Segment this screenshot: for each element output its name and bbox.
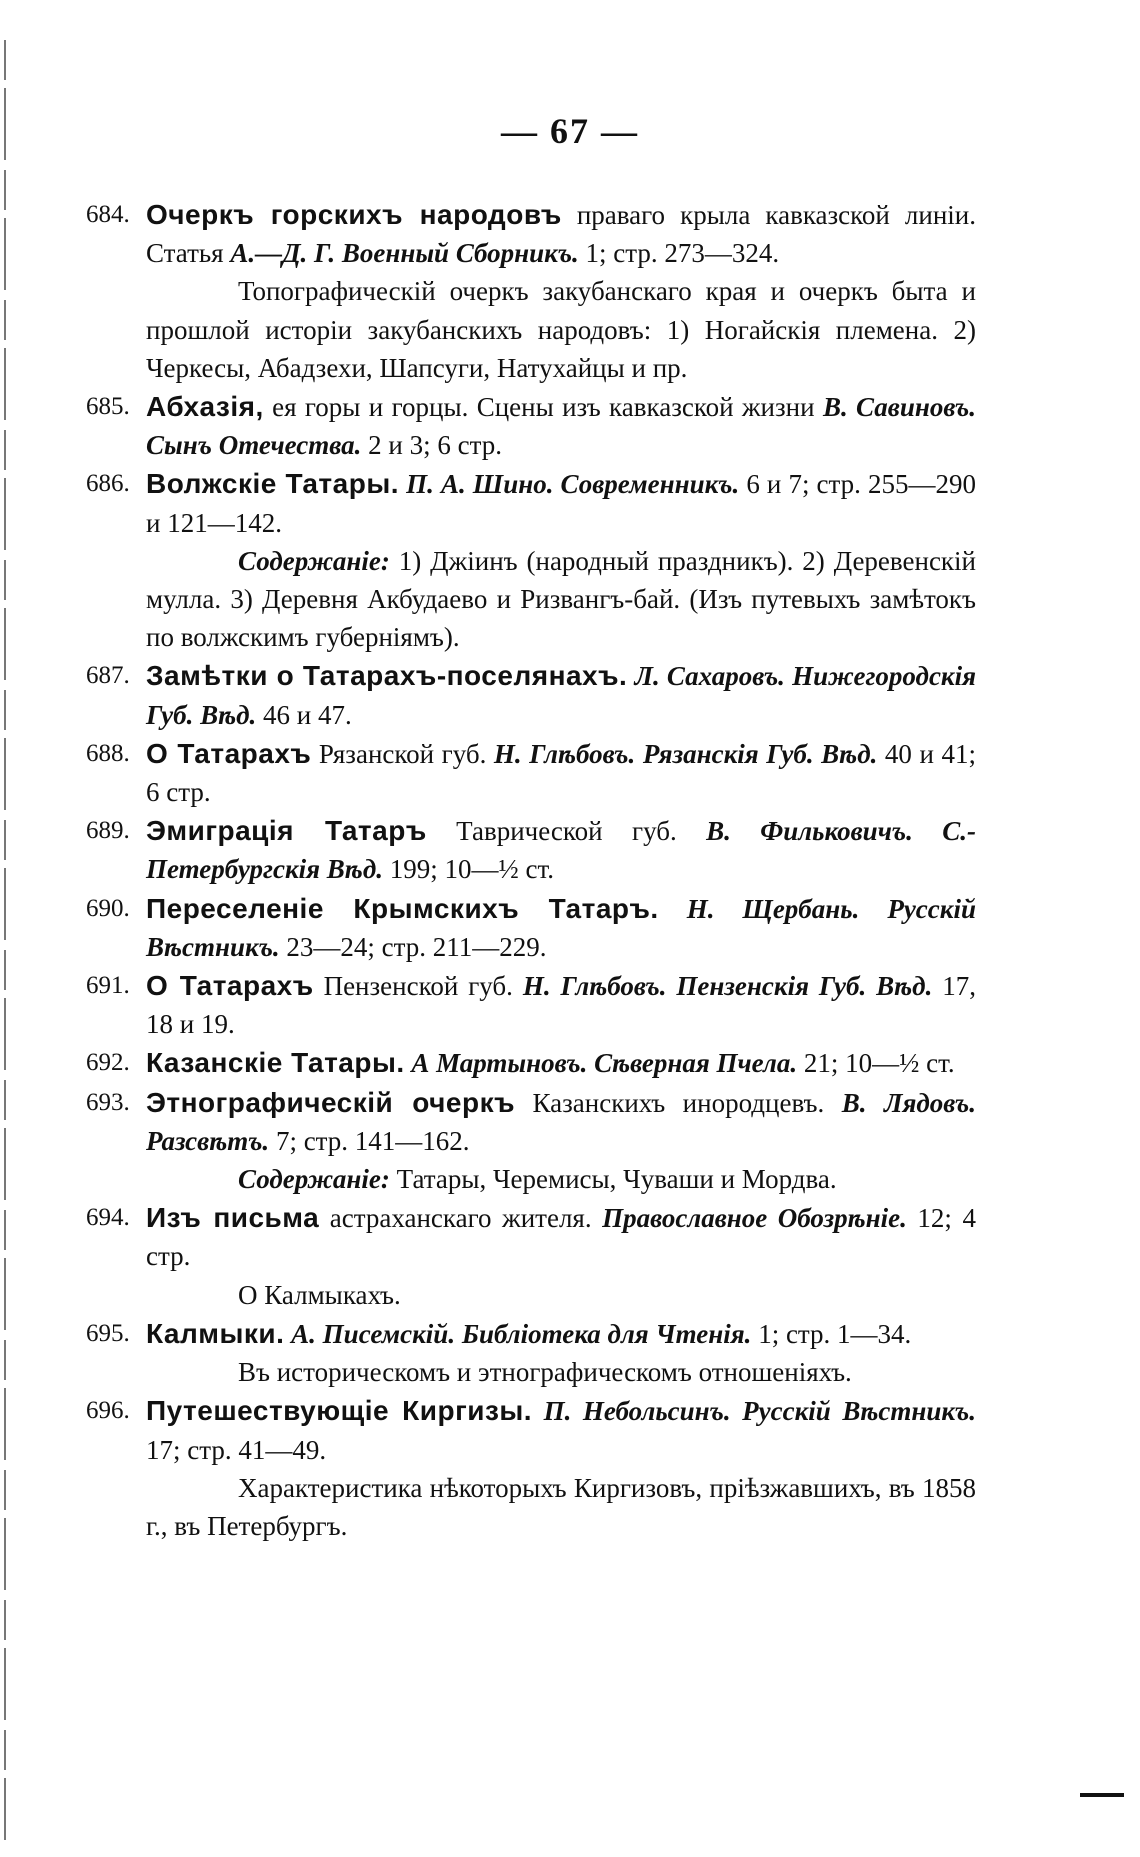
- entry-pages: 1; стр. 1—34.: [751, 1318, 912, 1349]
- entry-pages: 40 и 41; 6 стр.: [146, 738, 977, 808]
- entry-pages: 17; стр. 41—49.: [146, 1434, 327, 1465]
- entry-number: 691.: [86, 972, 130, 1000]
- entry-note-text: Татары, Черемисы, Чуваши и Мордва.: [389, 1164, 837, 1195]
- entry-description: Пензенской губ.: [313, 971, 523, 1002]
- entry-source: Разсвѣтъ.: [146, 1125, 270, 1156]
- entry-author: П. Небольсинъ.: [543, 1396, 731, 1427]
- entry-author: Л. Сахаровъ.: [634, 661, 785, 692]
- entry-title: Волжскіе Татары.: [146, 468, 400, 500]
- entry-pages: 12; 4 стр.: [146, 1203, 976, 1272]
- entry-author: Н. Щербань.: [686, 893, 860, 924]
- bibliography-entry-691: [86, 967, 976, 1043]
- entry-note: Въ историческомъ и этнографическомъ отношеніяхъ.: [238, 1357, 852, 1388]
- page-edge-line: [4, 40, 6, 1840]
- entry-pages: 7; стр. 141—162.: [269, 1125, 470, 1156]
- bibliography-entry-692: [86, 1044, 976, 1082]
- entry-number: 687.: [86, 662, 130, 690]
- entry-source: Военный Сборникъ.: [335, 238, 579, 269]
- entry-author: В. Лядовъ.: [841, 1087, 976, 1118]
- entry-number: 689.: [86, 817, 130, 845]
- bibliography-entry-696: [86, 1392, 976, 1545]
- entry-pages: 2 и 3; 6 стр.: [361, 430, 502, 461]
- entry-note-text: 1) Джіинъ (народный праздникъ). 2) Деревенскій мулла. 3) Деревня Акбудаево и Ризвангъ-бай. (Изъ путевыхъ замѣтокъ по волжскимъ губерніямъ).: [146, 545, 976, 653]
- bibliography-entry-693: [86, 1084, 976, 1199]
- entry-description: ея горы и горцы. Сцены изъ кавказской жизни: [263, 392, 823, 423]
- entry-number: 686.: [86, 470, 130, 498]
- entry-title: Переселеніе Крымскихъ Татаръ.: [146, 892, 659, 924]
- entry-number: 684.: [86, 201, 130, 228]
- entry-description: Таврической губ.: [426, 816, 707, 847]
- entry-description: [532, 1396, 544, 1426]
- bibliography-entry-688: [86, 735, 976, 811]
- entry-source: Библіотека для Чтенія.: [455, 1318, 752, 1349]
- bibliography-entry-687: [86, 657, 976, 733]
- bottom-margin-dash: [1080, 1793, 1124, 1797]
- entry-note: [146, 1160, 976, 1198]
- entry-title: Очеркъ горскихъ народовъ: [146, 199, 562, 230]
- entry-number: 688.: [86, 739, 130, 767]
- entry-number: 696.: [86, 1397, 130, 1425]
- entry-description: [659, 894, 687, 924]
- bibliography-list: [86, 196, 976, 1546]
- entry-author: А. Писемскій.: [291, 1318, 456, 1349]
- entry-source: Пензенскія Губ. Вѣд.: [666, 971, 933, 1002]
- entry-source: Православное Обозрѣніе.: [602, 1203, 907, 1234]
- entry-source: Сынъ Отечества.: [146, 430, 362, 461]
- entry-source: Русскій Вѣстникъ.: [730, 1396, 976, 1427]
- entry-title: Изъ письма: [146, 1202, 320, 1234]
- entry-source: Сѣверная Пчела.: [587, 1048, 798, 1079]
- bibliography-entry-694: [86, 1199, 976, 1314]
- entry-author: А Мартыновъ.: [411, 1048, 588, 1079]
- entry-author: В. Савиновъ.: [822, 392, 977, 423]
- entry-number: 685.: [86, 393, 130, 421]
- entry-note: Характеристика нѣкоторыхъ Киргизовъ, пріѣзжавшихъ, въ 1858 г., въ Петербургъ.: [146, 1472, 976, 1541]
- entry-title: Казанскіе Татары.: [146, 1047, 405, 1079]
- entry-title: Этнографическій очеркъ: [146, 1086, 516, 1118]
- entry-number: 694.: [86, 1204, 130, 1232]
- entry-pages: 23—24; стр. 211—229.: [279, 931, 547, 962]
- bibliography-entry-695: [86, 1315, 976, 1391]
- bibliography-entry-686: [86, 465, 976, 656]
- entry-source: Рязанскія Губ. Вѣд.: [635, 738, 878, 769]
- entry-note: Топографическій очеркъ закубанскаго края и очеркъ быта и прошлой исторіи закубанскихъ народовъ: 1) Ногайскія племена. 2) Черкесы, Абадзехи, Шапсуги, Натухайцы и пр.: [146, 276, 976, 383]
- entry-pages: 199; 10—½ ст.: [382, 854, 554, 885]
- entry-number: 695.: [86, 1319, 130, 1347]
- entry-pages: 21; 10—½ ст.: [797, 1048, 955, 1079]
- entry-source: Современникъ.: [553, 469, 740, 500]
- entry-number: 692.: [86, 1049, 130, 1077]
- entry-number: 690.: [86, 894, 130, 922]
- entry-note: О Калмыкахъ.: [238, 1279, 401, 1310]
- entry-source: Нижегородскія Губ. Вѣд.: [146, 661, 977, 730]
- entry-note: [146, 542, 976, 657]
- entry-source: С.-Петербургскія Вѣд.: [146, 816, 977, 885]
- entry-title: О Татарахъ: [146, 970, 314, 1002]
- entry-author: П. А. Шино.: [406, 469, 554, 500]
- page-number: — 67 —: [501, 111, 639, 151]
- bibliography-entry-684: [86, 196, 976, 387]
- entry-author: Н. Глѣбовъ.: [493, 738, 636, 769]
- bibliography-entry-690: [86, 890, 976, 966]
- entry-source: Русскій Вѣстникъ.: [146, 893, 976, 962]
- entry-title: О Татарахъ: [146, 737, 312, 769]
- entry-author: А.—Д. Г.: [230, 238, 336, 269]
- entry-title: Эмиграція Татаръ: [146, 815, 427, 847]
- entry-description: праваго крыла кавказской линіи. Статья: [146, 200, 977, 269]
- entry-pages: 6 и 7; стр. 255—290 и 121—142.: [146, 469, 976, 538]
- entry-author: Н. Глѣбовъ.: [522, 971, 667, 1002]
- bibliography-entry-685: [86, 388, 976, 464]
- entry-title: Замѣтки о Татарахъ-поселянахъ.: [146, 660, 628, 692]
- entry-note-label: Содержаніе:: [238, 1164, 390, 1195]
- entry-number: 693.: [86, 1088, 130, 1116]
- entry-pages: 1; стр. 273—324.: [578, 238, 780, 269]
- entry-title: Путешествующіе Киргизы.: [146, 1395, 533, 1427]
- entry-pages: 17, 18 и 19.: [146, 971, 977, 1040]
- entry-description: астраханскаго жителя.: [319, 1203, 603, 1234]
- entry-description: Казанскихъ инородцевъ.: [515, 1087, 842, 1118]
- entry-title: Абхазія,: [146, 391, 264, 423]
- entry-author: В. Фильковичъ.: [706, 816, 913, 847]
- entry-pages: 46 и 47.: [256, 699, 352, 730]
- entry-note-label: Содержаніе:: [238, 545, 390, 576]
- entry-description: Рязанской губ.: [311, 738, 494, 769]
- bibliography-entry-689: [86, 812, 976, 888]
- entry-title: Калмыки.: [146, 1317, 285, 1349]
